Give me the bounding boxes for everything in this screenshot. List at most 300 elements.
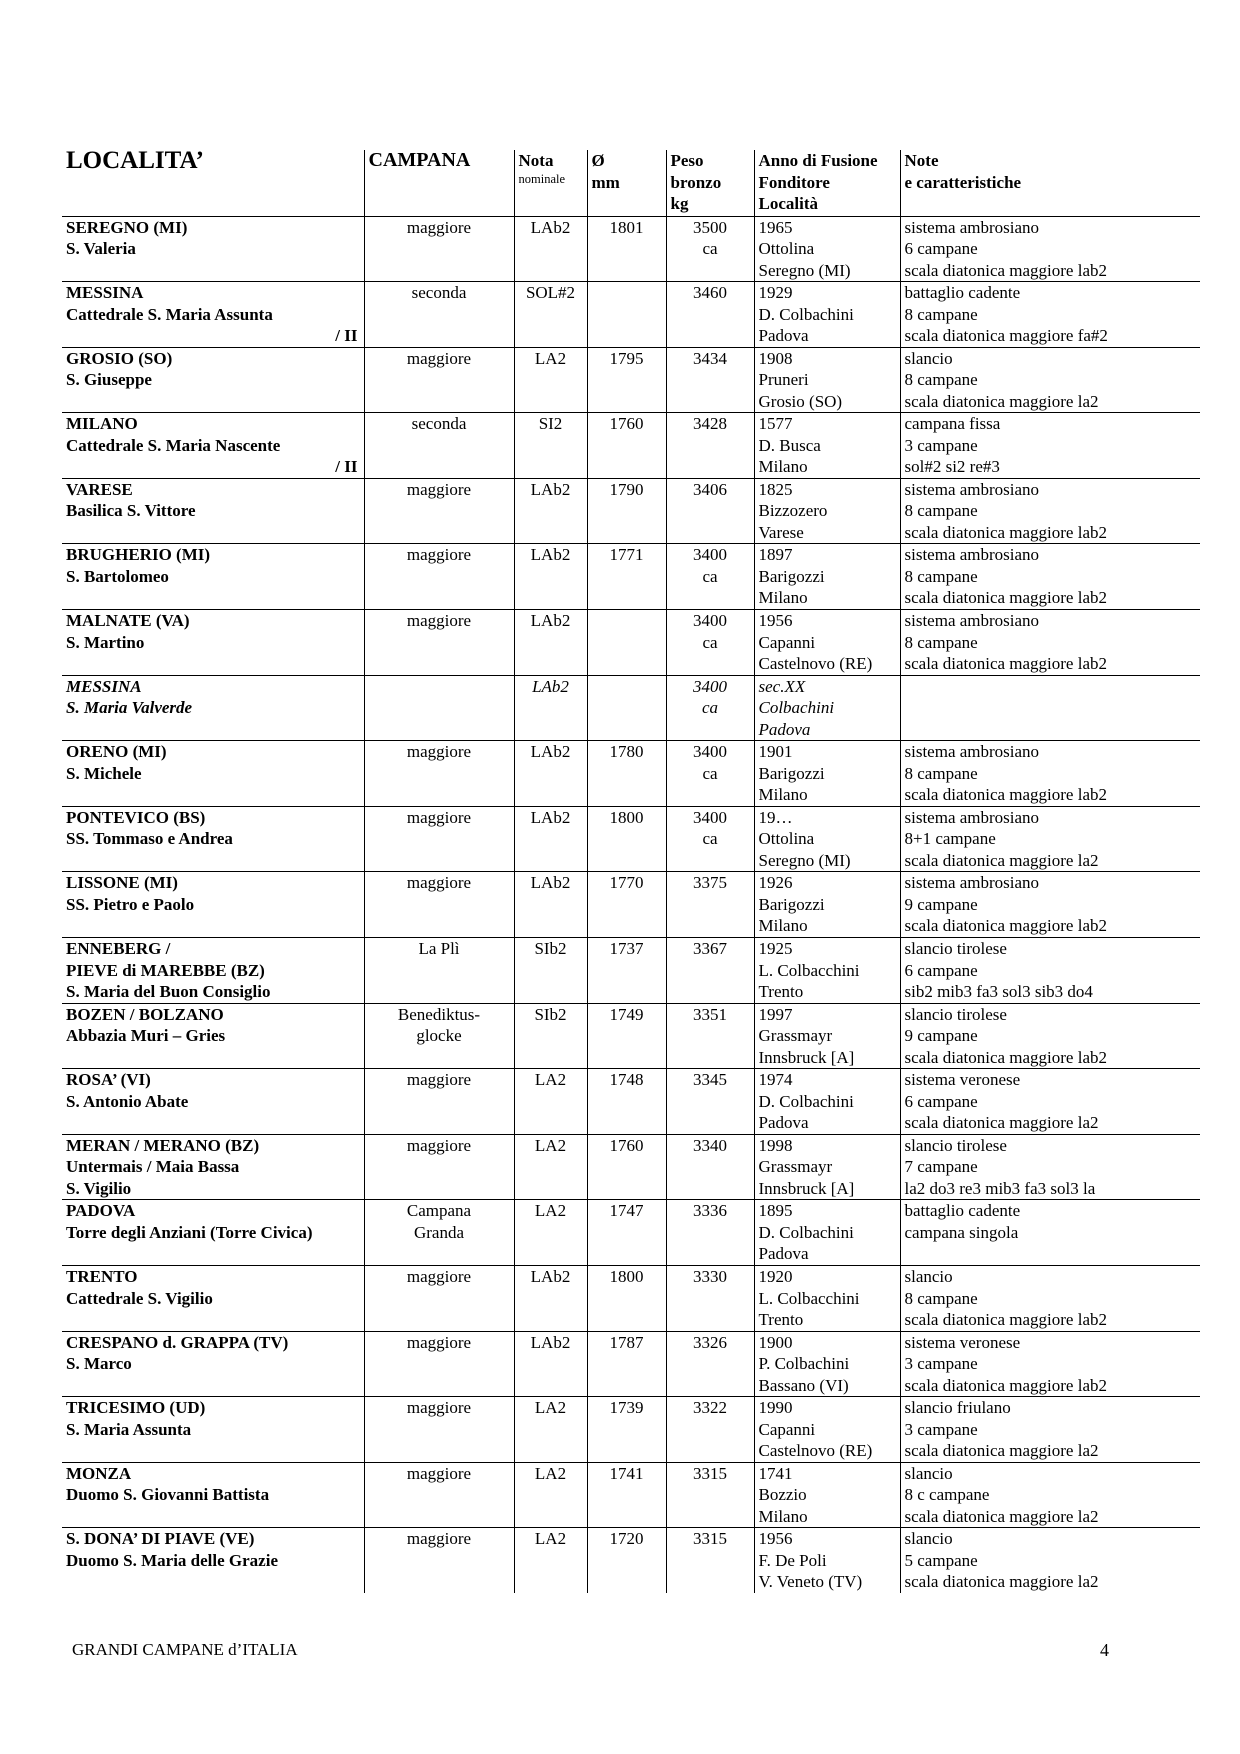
cell-anno	[754, 938, 900, 1004]
cell-anno-line: 1908	[758, 348, 793, 368]
cell-note-line: 8 campane	[904, 501, 978, 521]
cell-anno-line: L. Colbacchini	[758, 960, 860, 980]
cell-localita	[62, 610, 364, 676]
cell-note	[900, 282, 1200, 348]
cell-localita-line: Untermais / Maia Bassa	[66, 1157, 240, 1177]
cell-localita-line: MILANO	[66, 414, 138, 434]
cell-localita-line: S. Bartolomeo	[66, 566, 169, 586]
cell-peso-line: 3375	[693, 873, 727, 893]
cell-anno-line: 1956	[758, 611, 793, 631]
cell-nota: LAb2	[514, 610, 587, 676]
cell-nota: LAb2	[514, 544, 587, 610]
cell-campana-line: Granda	[413, 1222, 465, 1242]
cell-peso	[666, 806, 754, 872]
cell-campana-line: maggiore	[406, 1135, 472, 1155]
cell-campana-line: maggiore	[406, 217, 472, 237]
cell-anno-line: D. Busca	[758, 435, 821, 455]
cell-peso-line: 3434	[693, 348, 727, 368]
cell-peso	[666, 1528, 754, 1593]
table-row	[62, 1266, 1200, 1332]
cell-peso-line: 3406	[693, 479, 727, 499]
cell-note-line: sib2 mib3 fa3 sol3 sib3 do4	[904, 982, 1093, 1002]
cell-campana	[364, 675, 514, 741]
cell-diametro: 1739	[587, 1397, 666, 1463]
cell-diametro: 1760	[587, 413, 666, 479]
cell-peso-line: 3340	[693, 1135, 727, 1155]
cell-anno	[754, 872, 900, 938]
cell-anno-line: Capanni	[758, 1419, 816, 1439]
cell-peso	[666, 1397, 754, 1463]
cell-anno-line: Seregno (MI)	[758, 850, 851, 870]
cell-note-line: scala diatonica maggiore lab2	[904, 588, 1107, 608]
cell-note-line: scala diatonica maggiore lab2	[904, 260, 1107, 280]
cell-localita-line: S. Michele	[66, 763, 142, 783]
cell-localita-line: ENNEBERG /	[66, 939, 171, 959]
cell-anno-line: Padova	[758, 1113, 809, 1133]
cell-localita	[62, 1397, 364, 1463]
cell-anno	[754, 1069, 900, 1135]
cell-peso-line: ca	[702, 632, 718, 652]
table-row	[62, 1003, 1200, 1069]
cell-anno	[754, 1397, 900, 1463]
cell-localita-line: MESSINA	[66, 283, 144, 303]
table-row	[62, 478, 1200, 544]
cell-anno-line: Varese	[758, 522, 804, 542]
table-row	[62, 216, 1200, 282]
table-row	[62, 1528, 1200, 1593]
cell-nota: LAb2	[514, 741, 587, 807]
cell-campana	[364, 1134, 514, 1200]
cell-campana-line: maggiore	[406, 1398, 472, 1418]
cell-localita-line: S. Maria Assunta	[66, 1419, 192, 1439]
cell-note-line: sistema veronese	[904, 1070, 1021, 1090]
cell-anno	[754, 1003, 900, 1069]
cell-peso	[666, 1069, 754, 1135]
cell-diametro: 1801	[587, 216, 666, 282]
cell-diametro: 1747	[587, 1200, 666, 1266]
cell-localita	[62, 1003, 364, 1069]
header-anno: Anno di Fusione Fonditore Località	[754, 150, 900, 216]
cell-localita-line: Cattedrale S. Vigilio	[66, 1288, 213, 1308]
cell-nota: SIb2	[514, 938, 587, 1004]
cell-peso	[666, 1134, 754, 1200]
cell-note-line: battaglio cadente	[904, 283, 1021, 303]
cell-note-line: slancio friulano	[904, 1398, 1011, 1418]
cell-nota: LA2	[514, 1134, 587, 1200]
cell-localita	[62, 741, 364, 807]
cell-note-line: 3 campane	[904, 1354, 978, 1374]
cell-localita	[62, 1266, 364, 1332]
cell-note-line: scala diatonica maggiore la2	[904, 1113, 1099, 1133]
cell-diametro: 1720	[587, 1528, 666, 1593]
cell-campana	[364, 1266, 514, 1332]
cell-anno-line: 1929	[758, 283, 793, 303]
page-number: 4	[1100, 1640, 1109, 1660]
header-note: Note e caratteristiche	[900, 150, 1200, 216]
cell-peso-line: 3367	[693, 939, 727, 959]
cell-anno	[754, 741, 900, 807]
cell-peso	[666, 1331, 754, 1397]
table-row	[62, 1200, 1200, 1266]
cell-note-line: scala diatonica maggiore lab2	[904, 1047, 1107, 1067]
cell-anno-line: 1956	[758, 1529, 793, 1549]
cell-anno	[754, 675, 900, 741]
cell-note-line: sistema ambrosiano	[904, 807, 1040, 827]
cell-anno	[754, 544, 900, 610]
cell-peso-line: ca	[702, 763, 718, 783]
cell-campana	[364, 1397, 514, 1463]
cell-nota: LAb2	[514, 872, 587, 938]
table-row	[62, 610, 1200, 676]
cell-anno-line: Grassmayr	[758, 1026, 833, 1046]
cell-campana-line: maggiore	[406, 1332, 472, 1352]
cell-localita	[62, 347, 364, 413]
cell-localita-line: SEREGNO (MI)	[66, 217, 188, 237]
footer-title: GRANDI CAMPANE d’ITALIA	[72, 1640, 298, 1659]
cell-localita	[62, 806, 364, 872]
cell-localita	[62, 1200, 364, 1266]
cell-peso-line: 3400	[693, 611, 727, 631]
cell-anno-line: D. Colbachini	[758, 1222, 854, 1242]
cell-peso	[666, 872, 754, 938]
cell-note-line: 8+1 campane	[904, 829, 996, 849]
cell-localita-line: CRESPANO d. GRAPPA (TV)	[66, 1332, 289, 1352]
cell-peso	[666, 610, 754, 676]
cell-anno	[754, 1462, 900, 1528]
cell-anno-line: Innsbruck [A]	[758, 1047, 855, 1067]
cell-note-line: 8 campane	[904, 1288, 978, 1308]
cell-note-line: slancio tirolese	[904, 1004, 1007, 1024]
cell-note	[900, 544, 1200, 610]
cell-note-line: slancio	[904, 1463, 953, 1483]
table-row	[62, 347, 1200, 413]
cell-localita-line: Cattedrale S. Maria Nascente	[66, 435, 281, 455]
cell-note-line: 6 campane	[904, 1091, 978, 1111]
table-row	[62, 544, 1200, 610]
cell-note	[900, 1528, 1200, 1593]
cell-note-line: 3 campane	[904, 1419, 978, 1439]
cell-note	[900, 741, 1200, 807]
cell-peso-line: 3326	[693, 1332, 727, 1352]
cell-anno-line: 1998	[758, 1135, 793, 1155]
cell-campana	[364, 1462, 514, 1528]
cell-anno-line: 1901	[758, 742, 793, 762]
cell-peso	[666, 413, 754, 479]
table-row	[62, 1462, 1200, 1528]
cell-note	[900, 1462, 1200, 1528]
cell-peso-line: ca	[702, 566, 718, 586]
cell-anno-line: F. De Poli	[758, 1550, 827, 1570]
cell-campana	[364, 413, 514, 479]
cell-anno-line: 1741	[758, 1463, 793, 1483]
cell-peso-line: 3330	[693, 1267, 727, 1286]
cell-anno	[754, 610, 900, 676]
cell-anno	[754, 1331, 900, 1397]
cell-localita-suffix: / II	[335, 326, 358, 346]
cell-campana	[364, 478, 514, 544]
cell-anno-line: Milano	[758, 457, 808, 477]
table-row	[62, 1397, 1200, 1463]
cell-diametro	[587, 282, 666, 348]
cell-anno-line: 1825	[758, 479, 793, 499]
cell-anno-line: Padova	[758, 326, 809, 346]
cell-note-line: scala diatonica maggiore lab2	[904, 1375, 1107, 1395]
cell-localita-line: S. Martino	[66, 632, 145, 652]
cell-peso	[666, 1003, 754, 1069]
cell-note-line: sistema ambrosiano	[904, 873, 1040, 893]
cell-anno	[754, 413, 900, 479]
cell-anno-line: Colbachini	[758, 698, 835, 718]
cell-note-line: scala diatonica maggiore lab2	[904, 785, 1107, 805]
cell-peso-line: 3322	[693, 1398, 727, 1418]
cell-campana-line: maggiore	[406, 807, 472, 827]
cell-localita	[62, 478, 364, 544]
cell-note	[900, 1397, 1200, 1463]
cell-peso	[666, 282, 754, 348]
cell-note-line: 9 campane	[904, 1026, 978, 1046]
cell-peso	[666, 1462, 754, 1528]
cell-campana-line: glocke	[416, 1026, 462, 1046]
cell-campana-line: maggiore	[406, 479, 472, 499]
cell-anno-line: 1965	[758, 217, 793, 237]
header-campana: CAMPANA	[364, 150, 514, 216]
cell-anno-line: 1990	[758, 1398, 793, 1418]
cell-diametro: 1737	[587, 938, 666, 1004]
cell-nota: LAb2	[514, 478, 587, 544]
cell-peso-line: 3400	[693, 676, 727, 696]
cell-note-line: scala diatonica maggiore la2	[904, 1572, 1099, 1592]
cell-anno-line: 1926	[758, 873, 793, 893]
cell-note-line: campana singola	[904, 1222, 1019, 1242]
cell-localita	[62, 413, 364, 479]
cell-note-line: sol#2 si2 re#3	[904, 457, 1000, 477]
cell-anno-line: sec.XX	[758, 676, 806, 696]
header-peso: Peso bronzo kg	[666, 150, 754, 216]
cell-diametro: 1780	[587, 741, 666, 807]
cell-note-line: 5 campane	[904, 1550, 978, 1570]
cell-anno	[754, 1528, 900, 1593]
cell-peso-line: 3345	[693, 1070, 727, 1090]
cell-localita-line: S. DONA’ DI PIAVE (VE)	[66, 1529, 255, 1549]
header-localita: LOCALITA’	[62, 150, 364, 216]
cell-anno	[754, 282, 900, 348]
cell-anno-line: Barigozzi	[758, 894, 825, 914]
table-row	[62, 1069, 1200, 1135]
cell-anno	[754, 347, 900, 413]
cell-nota: LAb2	[514, 675, 587, 741]
cell-note-line: la2 do3 re3 mib3 fa3 sol3 la	[904, 1178, 1096, 1198]
cell-note-line: slancio	[904, 1267, 953, 1286]
cell-anno-line: Grassmayr	[758, 1157, 833, 1177]
cell-localita-line: GROSIO (SO)	[66, 348, 173, 368]
cell-anno-line: Barigozzi	[758, 763, 825, 783]
cell-anno-line: Bizzozero	[758, 501, 828, 521]
cell-campana	[364, 1003, 514, 1069]
cell-localita-line: TRICESIMO (UD)	[66, 1398, 206, 1418]
cell-note-line: sistema ambrosiano	[904, 217, 1040, 237]
cell-anno-line: Milano	[758, 785, 808, 805]
cell-campana-line: maggiore	[406, 1529, 472, 1549]
cell-note-line: sistema ambrosiano	[904, 479, 1040, 499]
cell-campana	[364, 1331, 514, 1397]
cell-campana	[364, 1200, 514, 1266]
cell-anno-line: Padova	[758, 719, 811, 739]
cell-localita-line: MERAN / MERANO (BZ)	[66, 1135, 260, 1155]
cell-localita	[62, 1331, 364, 1397]
cell-note-line: scala diatonica maggiore la2	[904, 1506, 1099, 1526]
cell-campana-line: Benediktus-	[397, 1004, 481, 1024]
cell-anno-line: Milano	[758, 588, 808, 608]
cell-anno-line: Pruneri	[758, 370, 809, 390]
cell-anno-line: 1900	[758, 1332, 793, 1352]
cell-diametro	[587, 610, 666, 676]
cell-localita	[62, 1462, 364, 1528]
cell-campana-line: seconda	[411, 283, 467, 303]
cell-nota: LAb2	[514, 1266, 587, 1332]
cell-diametro: 1800	[587, 806, 666, 872]
cell-localita-line: TRENTO	[66, 1267, 138, 1286]
cell-note	[900, 1200, 1200, 1266]
header-nota: Nota nominale	[514, 150, 587, 216]
cell-diametro: 1771	[587, 544, 666, 610]
cell-anno-line: Castelnovo (RE)	[758, 1441, 873, 1461]
cell-note	[900, 347, 1200, 413]
cell-note-line: scala diatonica maggiore la2	[904, 1441, 1099, 1461]
cell-note-line: sistema veronese	[904, 1332, 1021, 1352]
cell-nota: LAb2	[514, 216, 587, 282]
cell-localita	[62, 1528, 364, 1593]
cell-diametro: 1800	[587, 1266, 666, 1332]
table-row	[62, 872, 1200, 938]
cell-note	[900, 216, 1200, 282]
cell-nota: LA2	[514, 1462, 587, 1528]
cell-anno-line: V. Veneto (TV)	[758, 1572, 863, 1592]
cell-campana-line: maggiore	[406, 545, 472, 565]
cell-note	[900, 806, 1200, 872]
cell-anno-line: Trento	[758, 982, 804, 1002]
cell-diametro: 1741	[587, 1462, 666, 1528]
cell-campana	[364, 282, 514, 348]
cell-nota: LA2	[514, 1069, 587, 1135]
cell-localita	[62, 1069, 364, 1135]
cell-diametro: 1790	[587, 478, 666, 544]
cell-localita-line: Cattedrale S. Maria Assunta	[66, 304, 273, 324]
cell-campana-line: La Plì	[418, 939, 460, 959]
cell-localita-line: SS. Tommaso e Andrea	[66, 829, 233, 849]
cell-peso-line: ca	[701, 698, 719, 718]
cell-peso-line: 3400	[693, 807, 727, 827]
cell-note-line: 6 campane	[904, 960, 978, 980]
table-row	[62, 741, 1200, 807]
cell-peso	[666, 1200, 754, 1266]
cell-localita-line: ORENO (MI)	[66, 742, 167, 762]
cell-note-line: slancio tirolese	[904, 1135, 1007, 1155]
cell-note-line: scala diatonica maggiore lab2	[904, 654, 1107, 674]
cell-anno-line: Milano	[758, 916, 808, 936]
cell-note-line: 8 campane	[904, 370, 978, 390]
cell-localita-line: PADOVA	[66, 1201, 136, 1221]
cell-localita	[62, 1134, 364, 1200]
cell-anno-line: L. Colbacchini	[758, 1288, 860, 1308]
cell-note-line: scala diatonica maggiore fa#2	[904, 326, 1108, 346]
cell-note	[900, 1266, 1200, 1332]
cell-campana	[364, 544, 514, 610]
cell-diametro	[587, 675, 666, 741]
cell-anno-line: Capanni	[758, 632, 816, 652]
cell-diametro: 1795	[587, 347, 666, 413]
bells-table	[62, 150, 1200, 1593]
cell-peso	[666, 544, 754, 610]
cell-peso	[666, 741, 754, 807]
cell-note	[900, 675, 1200, 741]
cell-note-line: scala diatonica maggiore lab2	[904, 522, 1107, 542]
cell-peso-line: 3336	[693, 1201, 727, 1221]
cell-localita	[62, 872, 364, 938]
cell-localita-line: S. Giuseppe	[66, 370, 152, 390]
cell-peso-line: 3500	[693, 217, 727, 237]
cell-peso-line: 3351	[693, 1004, 727, 1024]
cell-campana-line: maggiore	[406, 742, 472, 762]
cell-note-line: scala diatonica maggiore la2	[904, 850, 1099, 870]
cell-nota: SI2	[514, 413, 587, 479]
cell-nota: LA2	[514, 1397, 587, 1463]
cell-note-line: sistema ambrosiano	[904, 611, 1040, 631]
cell-campana	[364, 806, 514, 872]
cell-localita-line: BRUGHERIO (MI)	[66, 545, 211, 565]
cell-note-line: 3 campane	[904, 435, 978, 455]
cell-note	[900, 478, 1200, 544]
table-row	[62, 675, 1200, 741]
cell-anno-line: 1997	[758, 1004, 793, 1024]
cell-anno-line: 1974	[758, 1070, 793, 1090]
cell-campana-line: maggiore	[406, 873, 472, 893]
cell-anno-line: Trento	[758, 1310, 804, 1329]
cell-campana	[364, 1069, 514, 1135]
table-body	[62, 216, 1200, 1593]
cell-localita-line: PIEVE di MAREBBE (BZ)	[66, 960, 265, 980]
cell-peso	[666, 1266, 754, 1332]
cell-localita-line: BOZEN / BOLZANO	[66, 1004, 224, 1024]
cell-diametro: 1760	[587, 1134, 666, 1200]
cell-campana-line: Campana	[406, 1201, 472, 1221]
cell-campana	[364, 1528, 514, 1593]
cell-peso	[666, 675, 754, 741]
table-row	[62, 938, 1200, 1004]
cell-anno-line: 1895	[758, 1201, 793, 1221]
cell-anno-line: 19…	[758, 807, 793, 827]
cell-anno-line: 1897	[758, 545, 793, 565]
cell-note-line: 8 campane	[904, 632, 978, 652]
cell-campana	[364, 872, 514, 938]
cell-nota: SOL#2	[514, 282, 587, 348]
cell-peso-line: 3400	[693, 742, 727, 762]
cell-localita-line: PONTEVICO (BS)	[66, 807, 206, 827]
cell-note	[900, 1134, 1200, 1200]
cell-anno-line: Milano	[758, 1506, 808, 1526]
table-header	[62, 150, 1200, 216]
cell-anno-line: Grosio (SO)	[758, 391, 843, 411]
cell-anno-line: Barigozzi	[758, 566, 825, 586]
table-row	[62, 413, 1200, 479]
cell-campana	[364, 741, 514, 807]
cell-localita	[62, 938, 364, 1004]
cell-peso	[666, 478, 754, 544]
cell-note-line: slancio	[904, 348, 953, 368]
cell-diametro: 1748	[587, 1069, 666, 1135]
cell-note-line: scala diatonica maggiore la2	[904, 391, 1099, 411]
cell-campana-line: maggiore	[406, 1267, 472, 1286]
cell-anno-line: 1577	[758, 414, 793, 434]
